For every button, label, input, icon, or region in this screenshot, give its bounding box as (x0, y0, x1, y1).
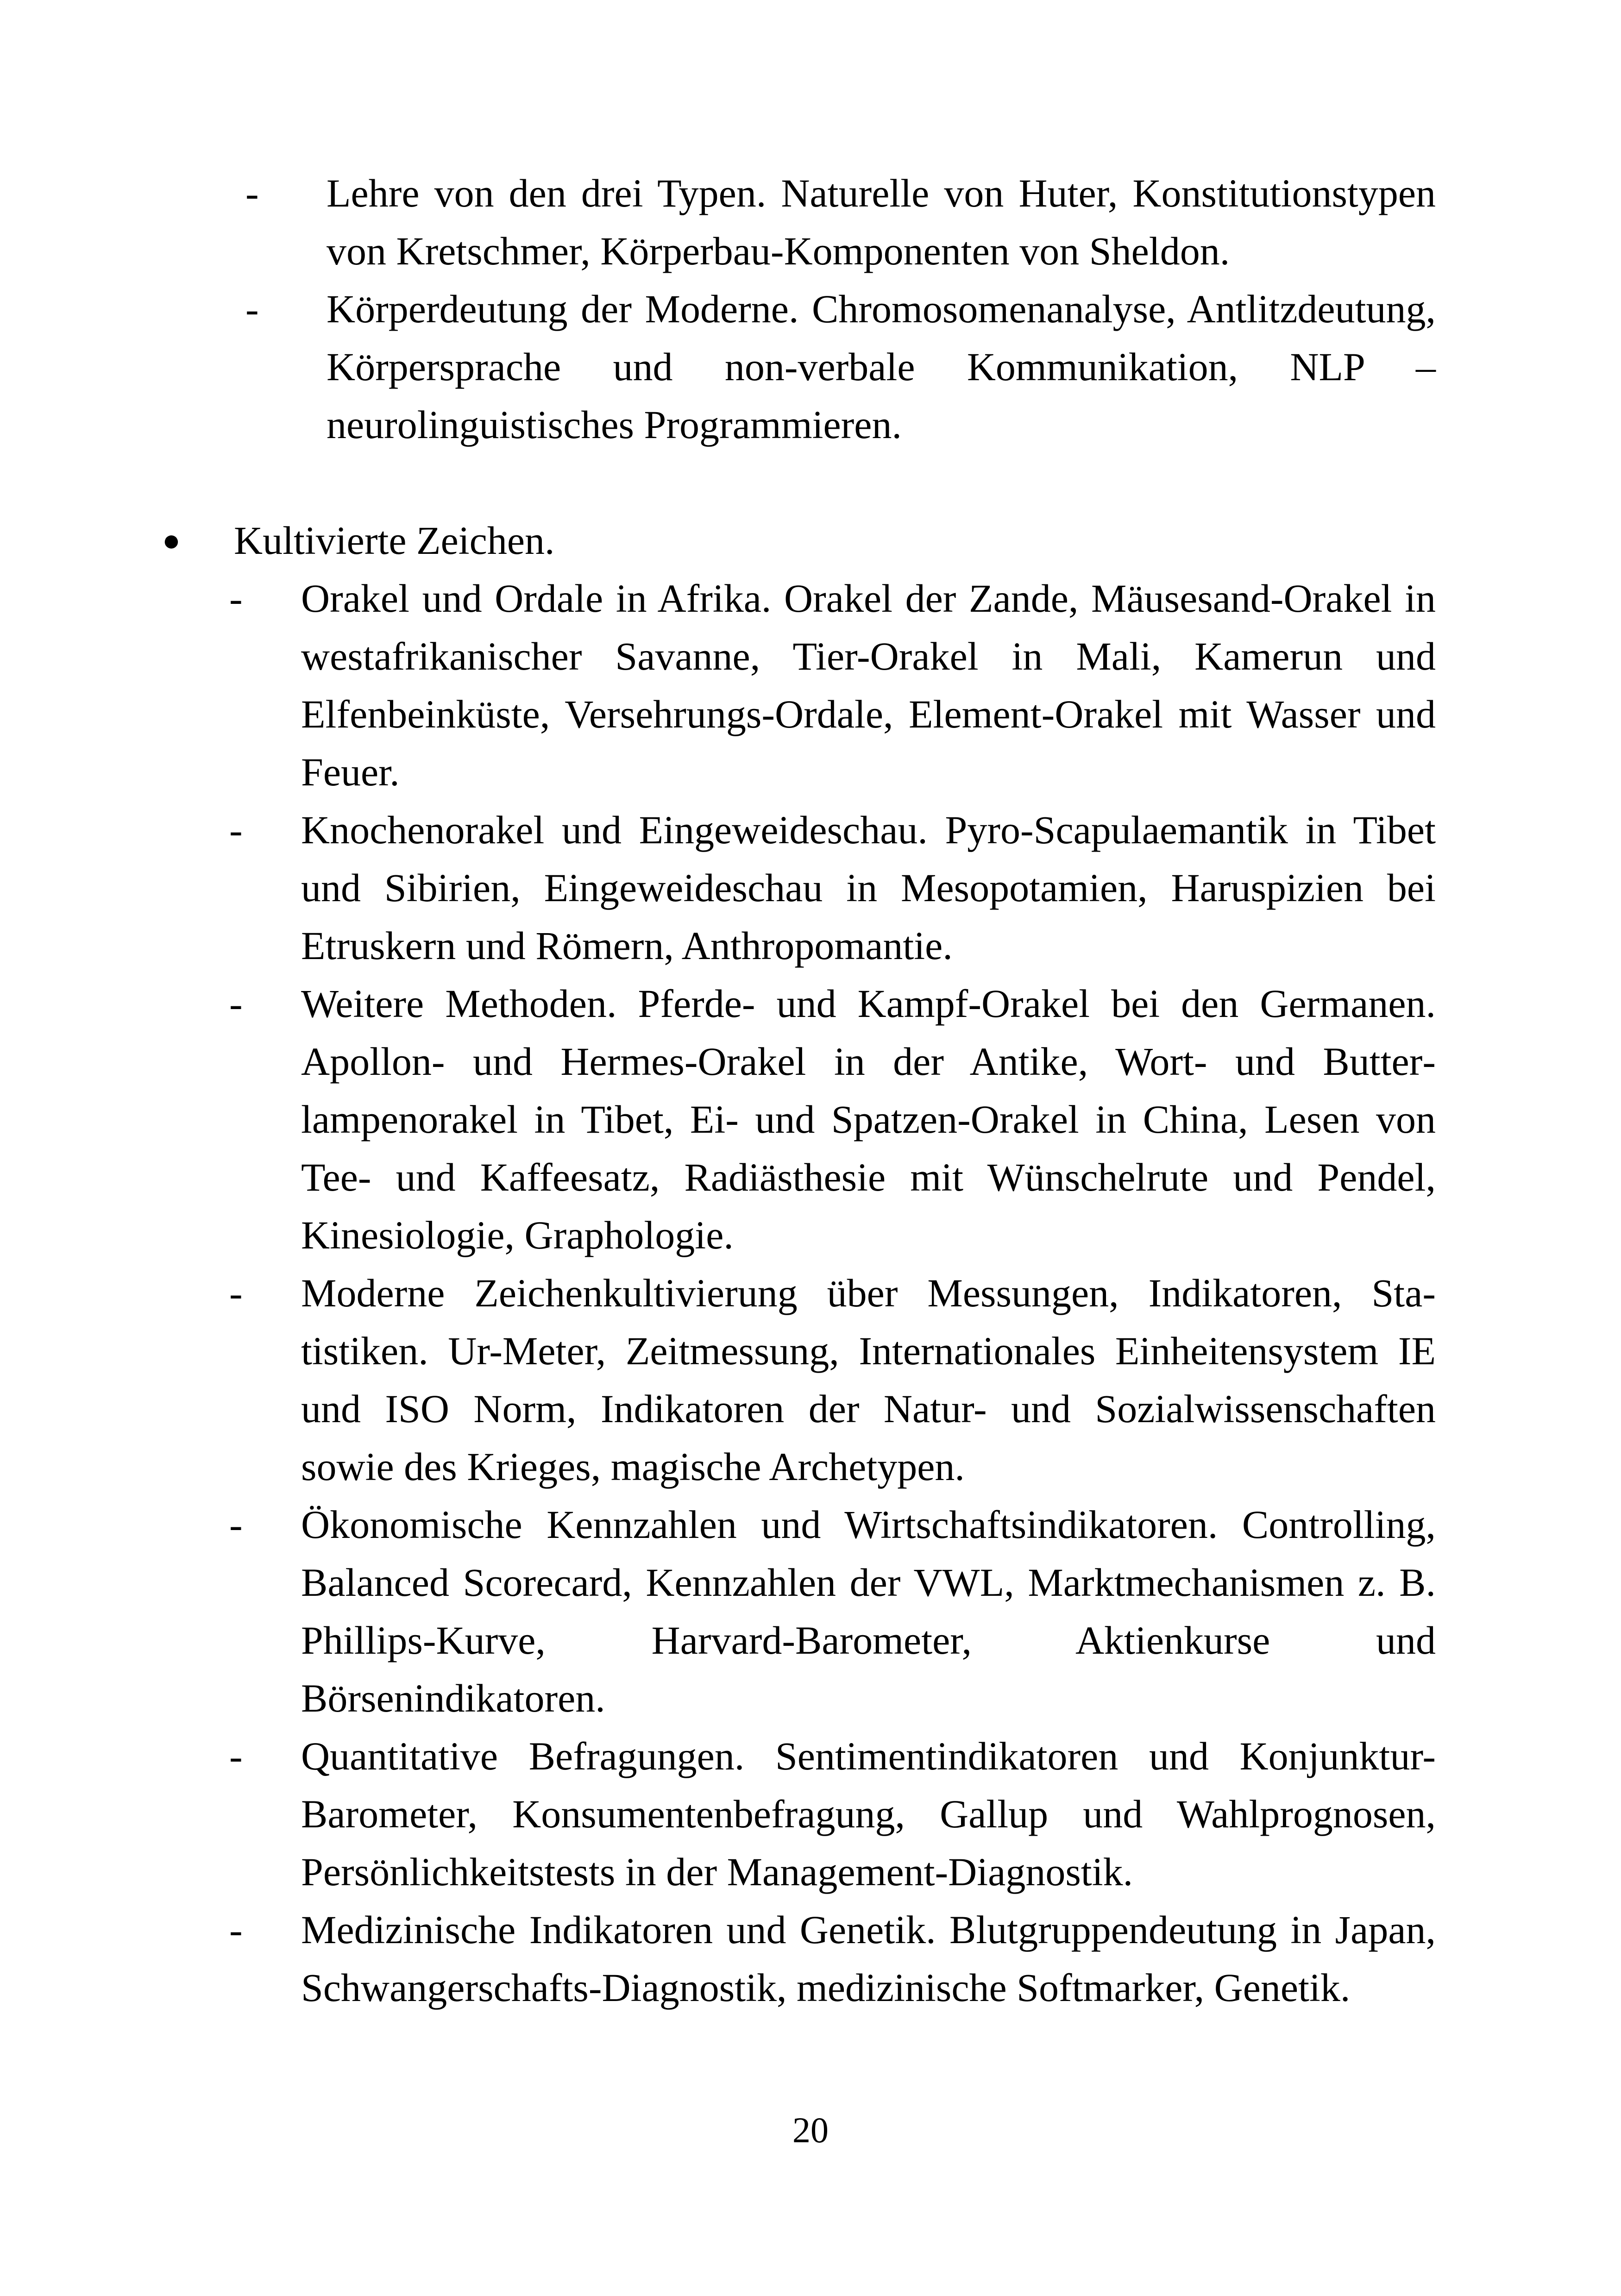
list-dash: - (245, 287, 259, 331)
list-item-text: Knochenorakel und Eingeweideschau. Pyro-Scapulaemantik in Tibet und Sibirien, Eingeweideschau in Mesopotamien, Haruspizien bei Etruskern und Römern, Anthropomantie. (301, 808, 1436, 968)
list-item-text: Körperdeutung der Moderne. Chromosomenanalyse, Antlitzdeutung, Körpersprache und non-verbale Kommunikation, NLP – neurolinguistisches Programmieren. (327, 287, 1436, 447)
list-dash: - (229, 1271, 243, 1315)
list-dash: - (245, 171, 259, 215)
list-dash: - (229, 808, 243, 852)
list-item-text: Lehre von den drei Typen. Naturelle von Huter, Konstitutionstypen von Kretschmer, Körperbau-Komponenten von Sheldon. (327, 171, 1436, 273)
list-item-text: Moderne Zeichenkultivierung über Messungen, Indikatoren, Statistiken. Ur-Meter, Zeitmessung, Internationales Einheitensystem IE und ISO Norm, Indikatoren der Natur- und Sozialwissenschaften sowie des Krieges, magische Archetypen. (301, 1271, 1436, 1489)
list-dash: - (229, 1502, 243, 1547)
list-item-text: Ökonomische Kennzahlen und Wirtschaftsindikatoren. Controlling, Balanced Scorecard, Kennzahlen der VWL, Marktmechanismen z. B. Phillips-Kurve, Harvard-Barometer, Aktienkurse und Börsenindikatoren. (301, 1502, 1436, 1720)
page-number: 20 (792, 2110, 829, 2150)
list-dash: - (229, 576, 243, 621)
list-item-text: Weitere Methoden. Pferde- und Kampf-Orakel bei den Germanen. Apollon- und Hermes-Orakel in der Antike, Wort- und Butterlampenorakel in Tibet, Ei- und Spatzen-Orakel in China, Lesen von Tee- und Kaffeesatz, Radiästhesie mit Wünschelrute und Pendel, Kinesiologie, Graphologie. (301, 981, 1436, 1257)
list-item-text: Orakel und Ordale in Afrika. Orakel der Zande, Mäusesand-Orakel in westafrikanischer Savanne, Tier-Orakel in Mali, Kamerun und Elfenbeinküste, Versehrungs-Ordale, Element-Orakel mit Wasser und Feuer. (301, 576, 1436, 794)
list-dash: - (229, 1734, 243, 1778)
list-dash: - (229, 981, 243, 1026)
list-dash: - (229, 1907, 243, 1952)
bullet-icon: ● (162, 524, 181, 558)
section-heading: Kultivierte Zeichen. (234, 518, 555, 563)
list-item-text: Quantitative Befragungen. Sentimentindikatoren und Konjunktur-Barometer, Konsumentenbefragung, Gallup und Wahlprognosen, Persönlichkeitstests in der Management-Diagnostik. (301, 1734, 1436, 1894)
list-item-text: Medizinische Indikatoren und Genetik. Blutgruppendeutung in Japan, Schwangerschafts-Diagnostik, medizinische Softmarker, Genetik. (301, 1907, 1436, 2010)
